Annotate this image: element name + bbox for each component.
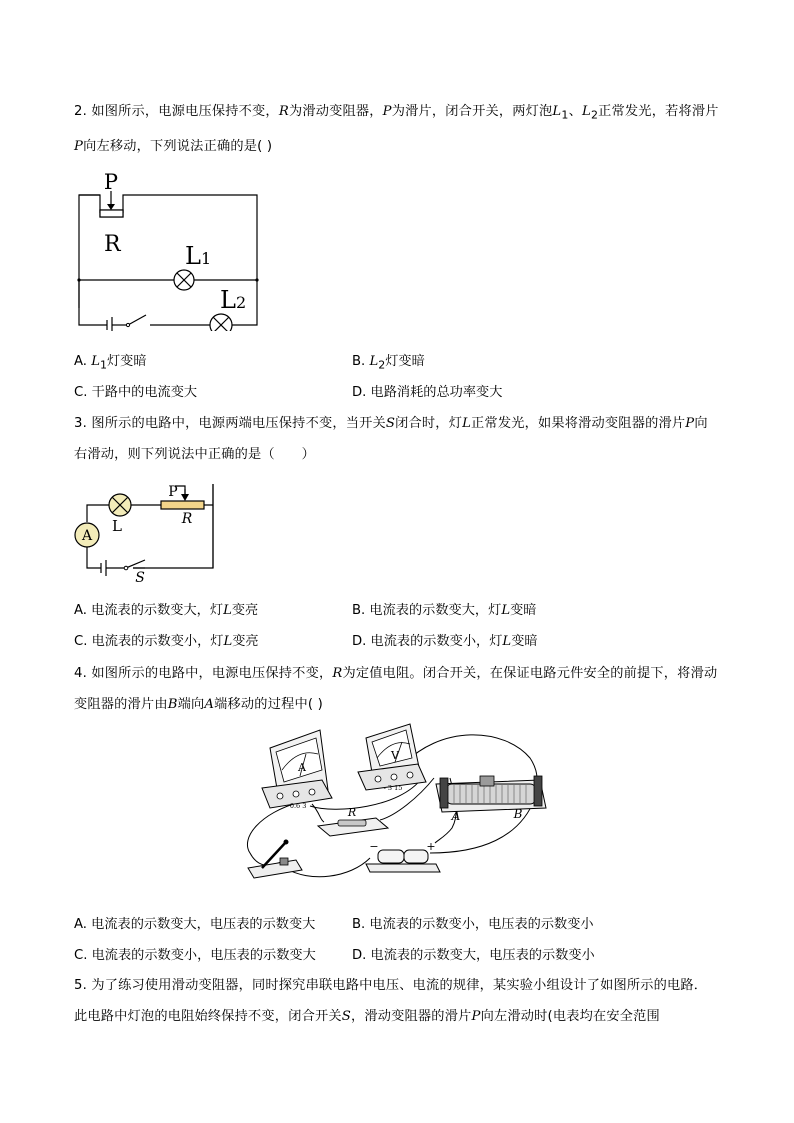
q3-option-a[interactable]: A. 电流表的示数变大，灯L变亮 bbox=[74, 603, 259, 618]
q2-option-c[interactable]: C. 干路中的电流变大 bbox=[74, 385, 198, 400]
question-5-stem: 5. 为了练习使用滑动变阻器，同时探究串联电路中电压、电流的规律，某实验小组设计了如图所示的电路．此电路中灯泡的电阻始终保持不变，闭合开关S，滑动变阻器的滑片P向左滑动时(电表均在安全范围 bbox=[74, 978, 708, 1024]
question-3-stem: 3. 图所示的电路中，电源两端电压保持不变，当开关S闭合时，灯L正常发光，如果将滑动变阻器的滑片P向右滑动，则下列说法中正确的是（ ） bbox=[74, 416, 708, 462]
q3-option-c[interactable]: C. 电流表的示数变小，灯L变亮 bbox=[74, 634, 259, 649]
circuit-diagram-q3 bbox=[70, 478, 225, 586]
rheostat-label-r: R bbox=[181, 511, 193, 527]
rheostat bbox=[436, 776, 546, 823]
rheostat-label-r: R bbox=[104, 232, 121, 257]
q2-option-d[interactable]: D. 电路消耗的总功率变大 bbox=[352, 385, 503, 400]
lamp-label-l1: L1 bbox=[185, 242, 212, 270]
fixed-resistor bbox=[318, 806, 388, 836]
battery bbox=[366, 840, 440, 872]
rheostat-terminal-b: B bbox=[513, 807, 523, 821]
svg-text:R: R bbox=[347, 806, 357, 819]
q4-option-b[interactable]: B. 电流表的示数变小，电压表的示数变小 bbox=[352, 917, 594, 932]
svg-text:−: − bbox=[369, 840, 379, 853]
slider-label-p: P bbox=[103, 170, 119, 194]
q2-option-a[interactable]: A. $L_1$灯变暗 bbox=[74, 354, 147, 372]
q4-option-a[interactable]: A. 电流表的示数变大，电压表的示数变大 bbox=[74, 917, 316, 932]
switch-label-s: S bbox=[135, 570, 145, 586]
slider-label-p: P bbox=[168, 484, 178, 500]
ammeter-label: A bbox=[81, 528, 93, 544]
q4-option-d[interactable]: D. 电流表的示数变大，电压表的示数变小 bbox=[352, 948, 595, 963]
question-2-stem: 2. 如图所示，电源电压保持不变，R为滑动变阻器，P为滑片，闭合开关，两灯泡$L_1$、$L_2$正常发光，若将滑片P向左移动，下列说法正确的是( ) bbox=[74, 104, 719, 154]
voltmeter bbox=[358, 724, 426, 792]
lamp-label-l: L bbox=[112, 517, 122, 535]
question-4 bbox=[74, 658, 720, 720]
question-2 bbox=[74, 96, 720, 162]
question-3 bbox=[74, 408, 720, 470]
voltmeter-label: V bbox=[391, 749, 399, 762]
q3-option-b[interactable]: B. 电流表的示数变大，灯L变暗 bbox=[352, 603, 537, 618]
circuit-diagram-q2 bbox=[70, 166, 270, 331]
voltmeter-scale: - 3 15 bbox=[383, 784, 403, 792]
q2-option-b[interactable]: B. $L_2$灯变暗 bbox=[352, 354, 425, 372]
question-4-stem: 4. 如图所示的电路中，电源电压保持不变，R为定值电阻。闭合开关，在保证电路元件安全的前提下，将滑动变阻器的滑片由B端向A端移动的过程中( ) bbox=[74, 666, 718, 712]
ammeter-scale: - 0.6 3 bbox=[285, 802, 307, 810]
question-5 bbox=[74, 970, 720, 1032]
q3-option-d[interactable]: D. 电流表的示数变小，灯L变暗 bbox=[352, 634, 538, 649]
ammeter-label: A bbox=[298, 761, 306, 774]
lamp-label-l2: L2 bbox=[220, 286, 247, 314]
svg-text:+: + bbox=[426, 840, 436, 853]
q4-option-c[interactable]: C. 电流表的示数变小，电压表的示数变大 bbox=[74, 948, 316, 963]
ammeter bbox=[262, 730, 332, 810]
rheostat-terminal-a: A bbox=[451, 809, 461, 823]
apparatus-diagram-q4 bbox=[240, 718, 570, 888]
